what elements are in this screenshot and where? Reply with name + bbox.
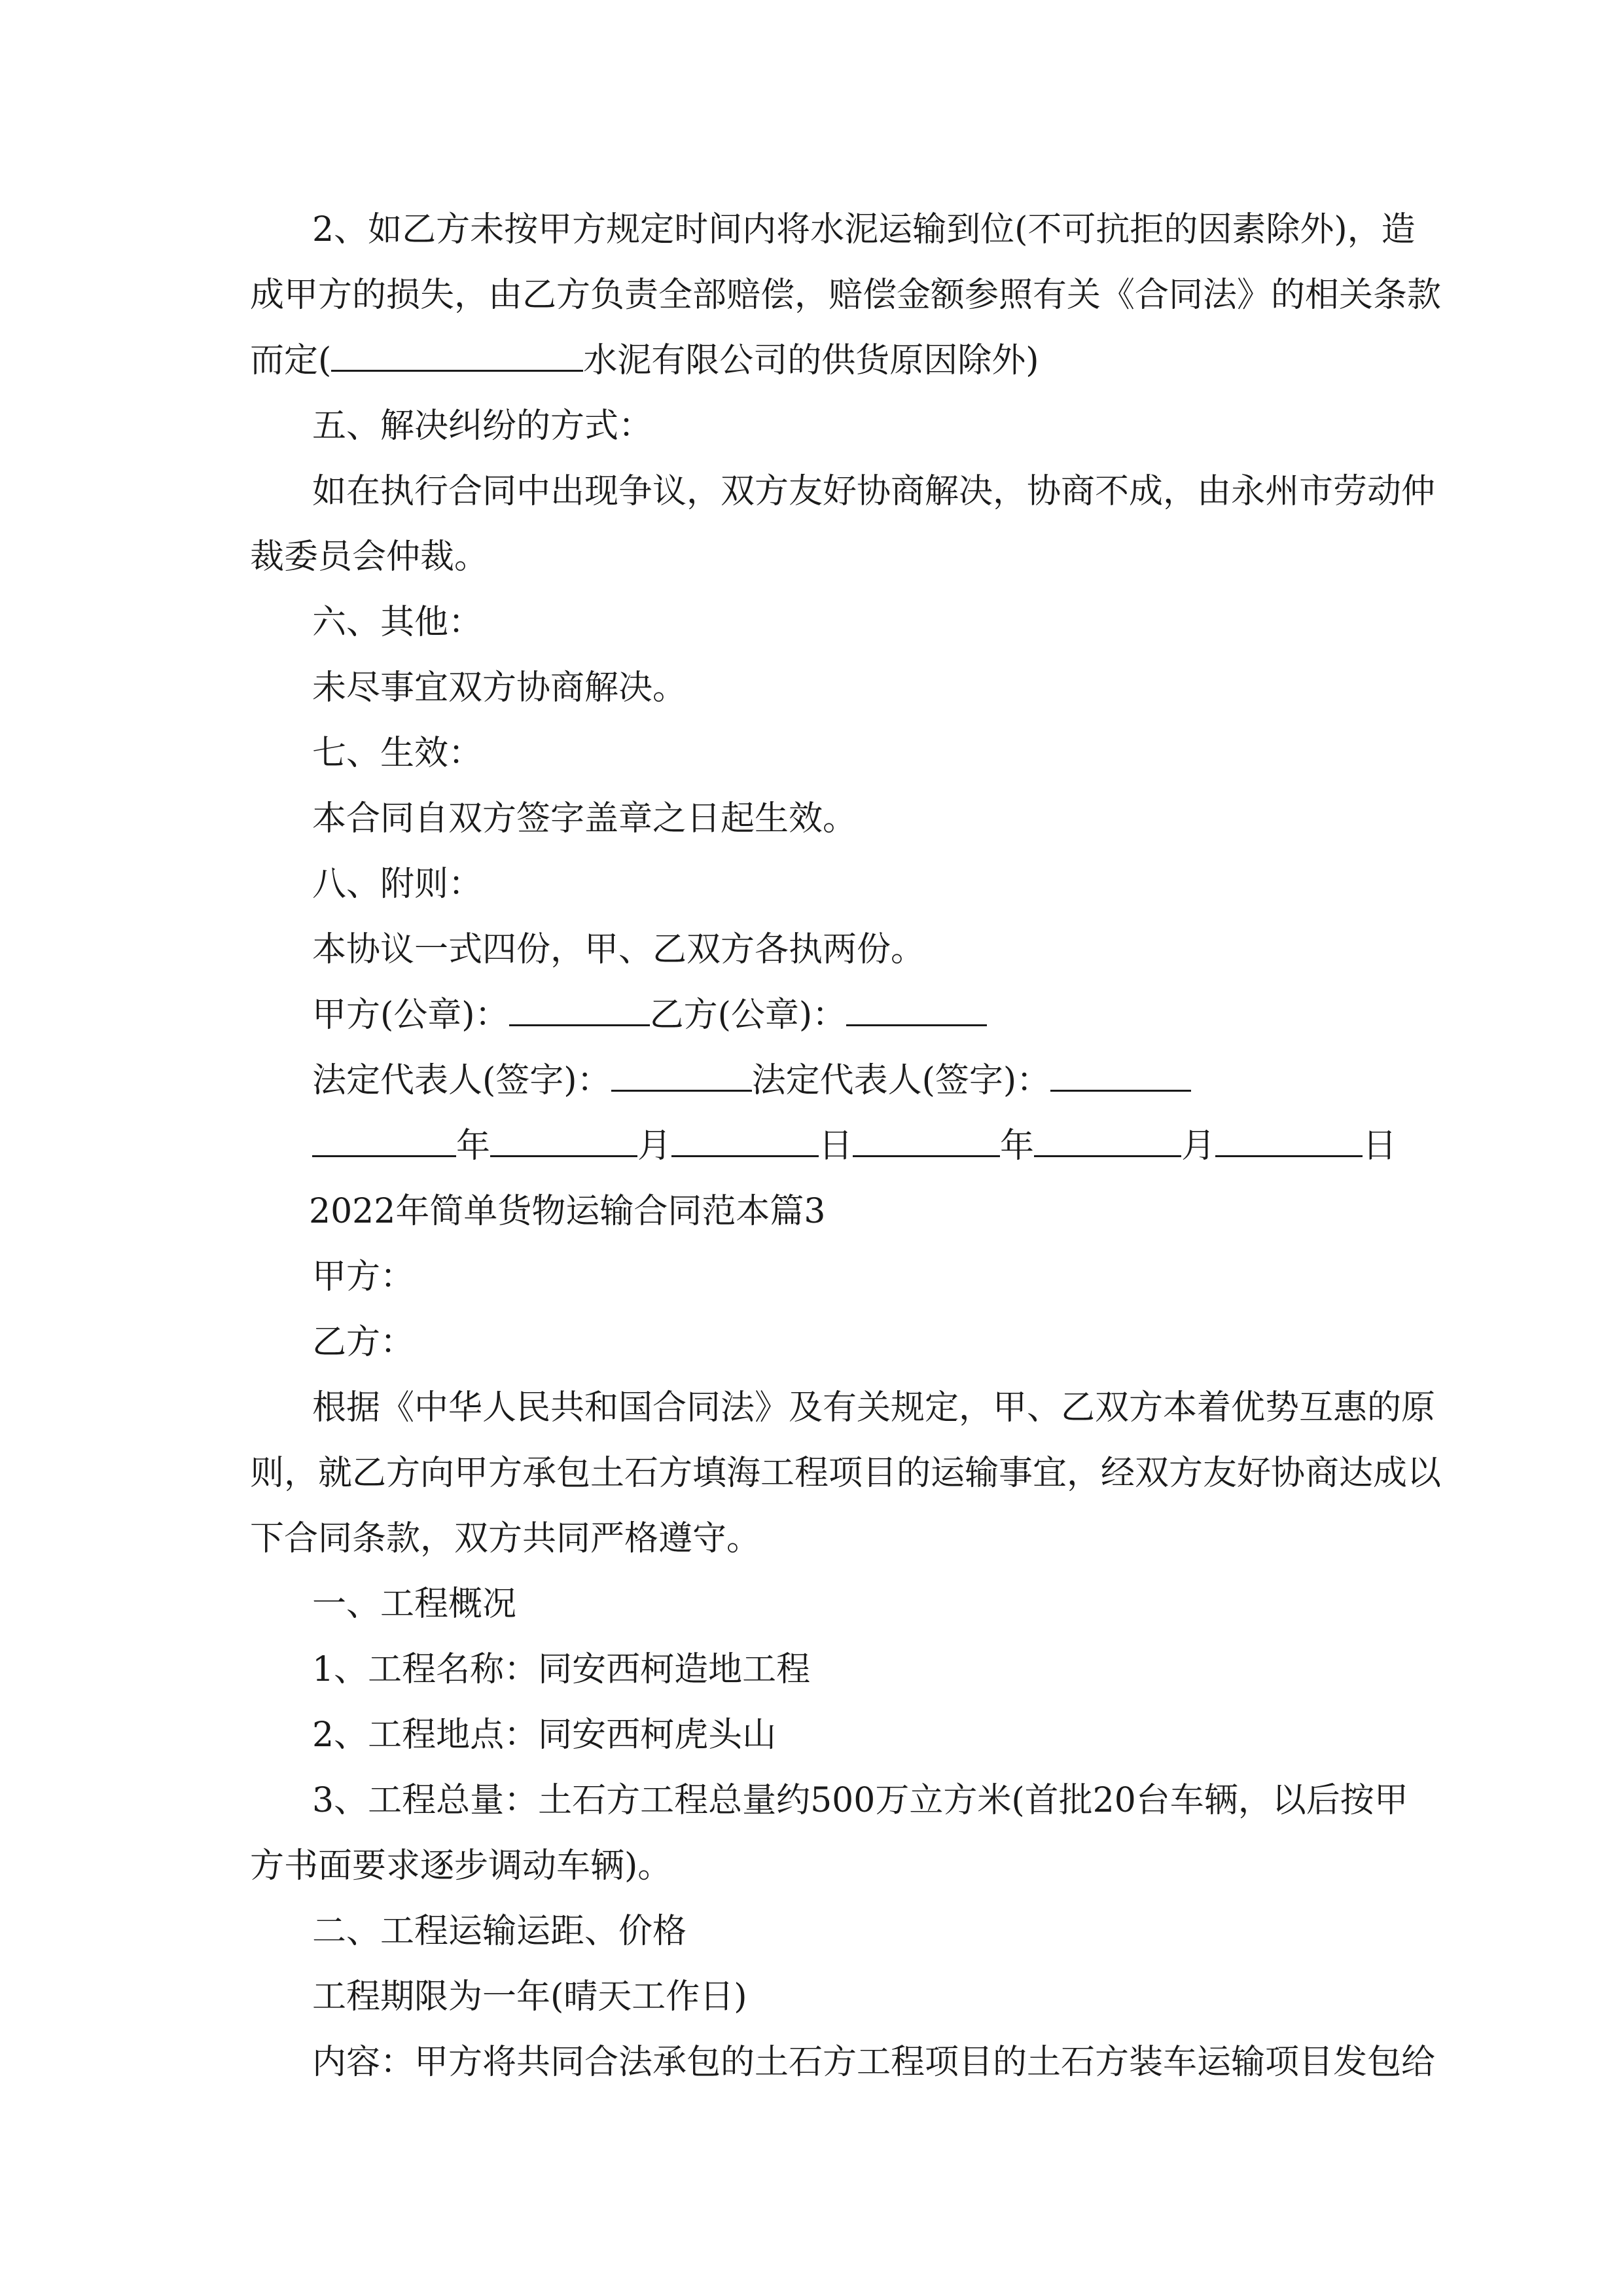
section2-content xyxy=(312,2030,1436,2095)
text: 工程期限为一年(晴天工作日) xyxy=(312,1977,747,2017)
blank-line xyxy=(611,1050,752,1092)
text: 乙方： xyxy=(312,1323,415,1362)
section5-line2 xyxy=(250,524,1385,590)
contract3-party-a xyxy=(312,1244,1385,1310)
text: 成甲方的损失，由乙方负责全部赔偿，赔偿金额参照有关《合同法》的相关条款 xyxy=(250,276,1442,315)
blank-line xyxy=(1034,1116,1181,1157)
blank-line xyxy=(509,985,650,1026)
contract3-title xyxy=(309,1179,1385,1244)
contract3-intro-line1 xyxy=(312,1375,1436,1441)
document-body xyxy=(250,197,1442,2095)
blank-line xyxy=(846,985,987,1026)
text: 内容：甲方将共同合法承包的土石方工程项目的土石方装车运输项目发包给 xyxy=(312,2043,1436,2082)
section7-heading xyxy=(312,721,1385,786)
section8-body xyxy=(312,917,1385,982)
contract3-intro-line3 xyxy=(250,1506,1385,1571)
text: 如在执行合同中出现争议，双方友好协商解决，协商不成，由永州市劳动仲 xyxy=(312,472,1436,511)
text: 下合同条款，双方共同严格遵守。 xyxy=(250,1519,761,1558)
text: 八、附则： xyxy=(312,865,483,904)
text: 甲方(公章)： xyxy=(312,996,509,1035)
text: 七、生效： xyxy=(312,734,483,773)
text: 法定代表人(签字)： xyxy=(312,1061,611,1100)
text: 1、工程名称：同安西柯造地工程 xyxy=(312,1650,811,1689)
seal-line xyxy=(312,982,1385,1048)
text: 月 xyxy=(1181,1126,1216,1166)
text: 日 xyxy=(819,1126,853,1166)
section6-heading xyxy=(312,590,1385,655)
text: 六、其他： xyxy=(312,603,483,642)
text: 而定( xyxy=(250,341,332,380)
blank-line xyxy=(1215,1116,1363,1157)
text: 2、工程地点：同安西柯虎头山 xyxy=(312,1715,777,1755)
text: 根据《中华人民共和国合同法》及有关规定，甲、乙双方本着优势互惠的原 xyxy=(312,1388,1436,1427)
section1-item2 xyxy=(312,1702,1385,1768)
blank-line xyxy=(853,1116,1000,1157)
text: 本协议一式四份，甲、乙双方各执两份。 xyxy=(312,930,925,969)
contract3-party-b xyxy=(312,1310,1385,1375)
text: 则，就乙方向甲方承包土石方填海工程项目的运输事宜，经双方友好协商达成以 xyxy=(250,1454,1442,1493)
text: 年 xyxy=(1000,1126,1035,1166)
clause-4-2-line1 xyxy=(312,197,1416,262)
text: 水泥有限公司的供货原因除外) xyxy=(583,341,1039,380)
text: 方书面要求逐步调动车辆)。 xyxy=(250,1846,672,1886)
blank-line xyxy=(312,1116,456,1157)
clause-4-2-line3 xyxy=(250,328,1385,393)
blank-line xyxy=(1050,1050,1191,1092)
text: 日 xyxy=(1363,1126,1397,1166)
text: 2022年简单货物运输合同范本篇3 xyxy=(309,1192,826,1231)
section1-item3-line1 xyxy=(312,1768,1408,1833)
text: 月 xyxy=(637,1126,672,1166)
text: 五、解决纠纷的方式： xyxy=(312,406,653,446)
section2-heading xyxy=(312,1899,1385,1964)
text: 一、工程概况 xyxy=(312,1585,517,1624)
representative-line xyxy=(312,1048,1385,1113)
section6-body xyxy=(312,655,1385,721)
section5-line1 xyxy=(312,459,1436,524)
text: 法定代表人(签字)： xyxy=(751,1061,1051,1100)
text: 乙方(公章)： xyxy=(649,996,847,1035)
contract3-intro-line2 xyxy=(250,1441,1442,1506)
date-line xyxy=(312,1113,1397,1179)
text: 3、工程总量：土石方工程总量约500万立方米(首批20台车辆，以后按甲 xyxy=(312,1781,1408,1820)
section1-heading xyxy=(312,1571,1385,1637)
section2-term xyxy=(312,1964,1385,2030)
text: 甲方： xyxy=(312,1257,415,1297)
blank-line xyxy=(490,1116,637,1157)
text: 二、工程运输运距、价格 xyxy=(312,1912,687,1951)
section5-heading xyxy=(312,393,1385,459)
text: 本合同自双方签字盖章之日起生效。 xyxy=(312,799,857,838)
section8-heading xyxy=(312,852,1385,917)
text: 未尽事宜双方协商解决。 xyxy=(312,668,687,708)
section7-body xyxy=(312,786,1385,852)
clause-4-2-line2 xyxy=(250,262,1442,328)
blank-line xyxy=(671,1116,819,1157)
section1-item1 xyxy=(312,1637,1385,1702)
section1-item3-line2 xyxy=(250,1833,1385,1899)
text: 年 xyxy=(456,1126,491,1166)
text: 2、如乙方未按甲方规定时间内将水泥运输到位(不可抗拒的因素除外)，造 xyxy=(312,210,1416,249)
text: 裁委员会仲裁。 xyxy=(250,537,489,577)
blank-line xyxy=(331,331,583,372)
